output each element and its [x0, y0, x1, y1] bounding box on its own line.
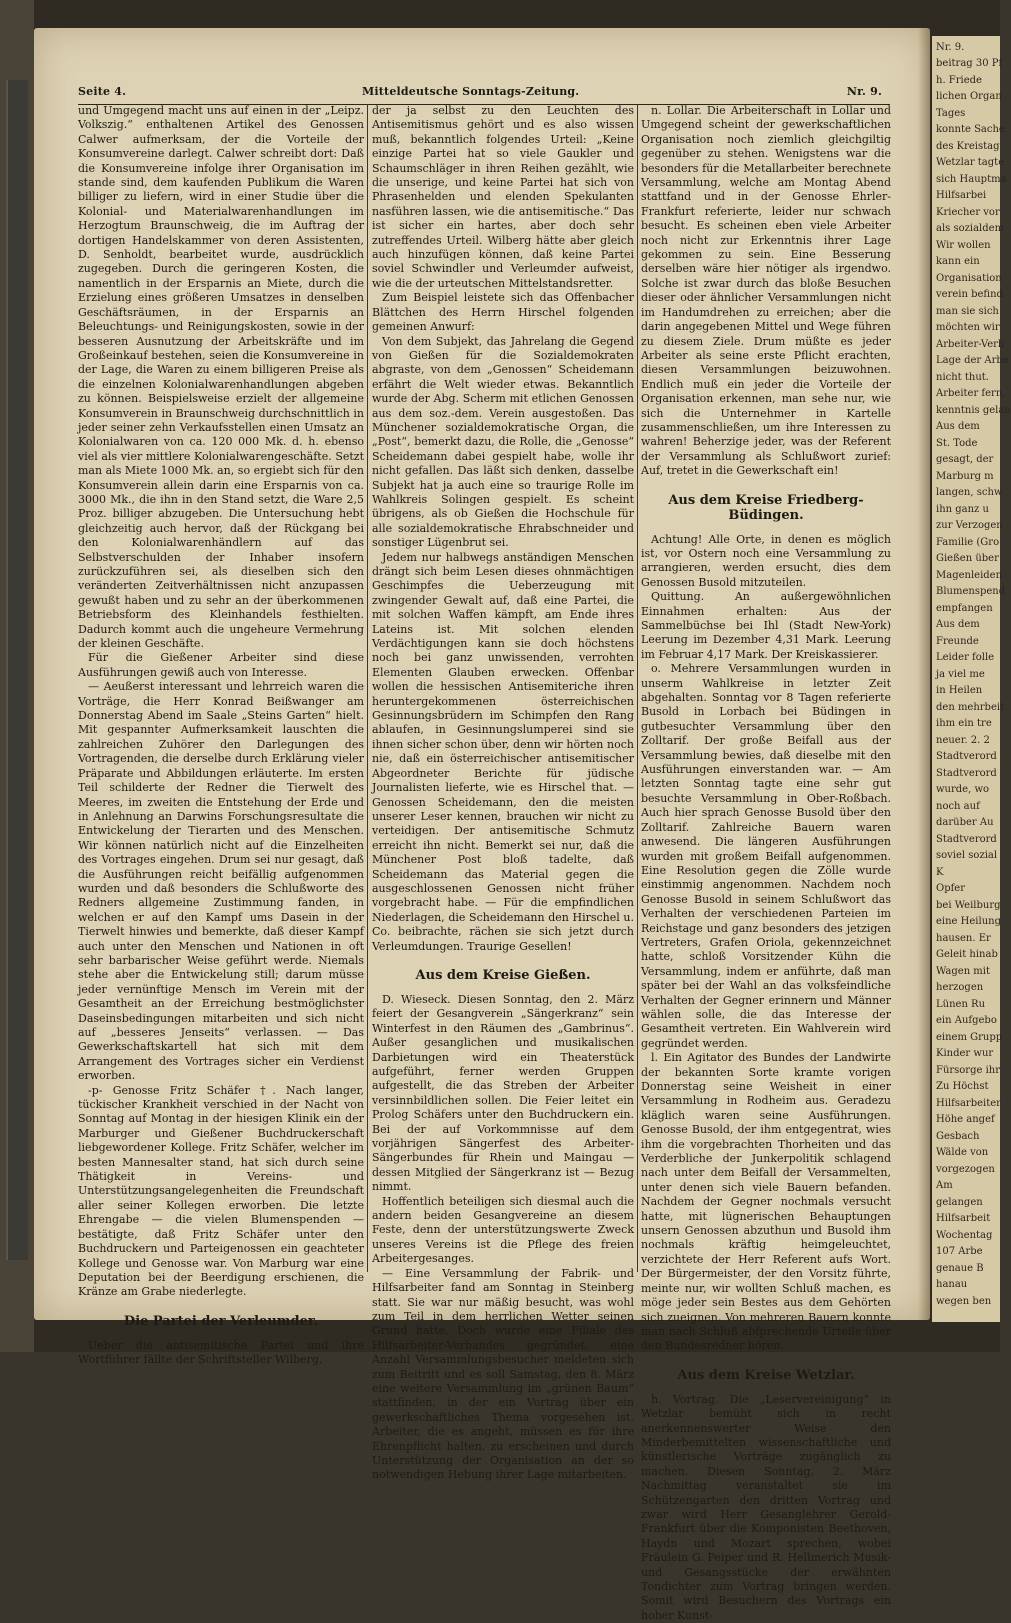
next-page-fragment: als sozialdem: [936, 223, 1005, 235]
article-paragraph: o. Mehrere Versammlungen wurden in unserm Wahlkreise in letzter Zeit abgehalten. Sonntag vor 8 Tagen referierte Busold in Lorbach bei Büdingen in gutbesuchter Versammlung über den Zolltarif. Der große Beifall aus der Versammlung bewies, daß dieselbe mit den Ausführungen einverstanden war. — Am letzten Sonntag tagte eine sehr gut besuchte Versammlung in Ober-Roßbach. Auch hier sprach Genosse Busold über den Zolltarif. Zahlreiche Bauern waren anwesend. Die längeren Ausführungen wurden mit großem Beifall aufgenommen. Eine Resolution gegen die Zölle wurde einstimmig angenommen. Nachdem noch Genosse Busold in seinem Schlußwort das Verhalten der verschiedenen Parteien im Reichstage und ganz besonders des jetzigen Vertreters, Grafen Oriola, gekennzeichnet hatte, schloß Vorsitzender Kühn die Versammlung, indem er anführte, daß man später bei der Wahl an das volksfeindliche Verhalten der Gegner erinnern und Männer wählen solle, die das Interesse der Gesamtheit vertreten. Ein Wahlverein wird gegründet werden.: [641, 662, 891, 1050]
next-page-fragment: gelangen: [936, 1196, 983, 1208]
next-page-fragment: Freunde: [936, 635, 979, 647]
section-heading: Aus dem Kreise Wetzlar.: [677, 1367, 855, 1383]
next-page-fragment: Wälde von: [936, 1147, 989, 1159]
next-page-fragment: Am: [936, 1180, 953, 1192]
next-page-fragment: Organisation: [936, 272, 1002, 284]
next-page-fragment: Gesbach: [936, 1130, 980, 1142]
next-page-fragment: ja viel me: [936, 668, 985, 680]
article-paragraph: D. Wieseck. Diesen Sonntag, den 2. März feiert der Gesangverein „Sängerkranz“ sein Winterfest in den Räumen des „Gambrinus“. Außer gesanglichen und musikalischen Darbietungen wird ein Theaterstück aufgeführt, ferner werden Gruppen aufgestellt, die das Streben der Arbeiter versinnbildlichen sollen. Die Feier leitet ein Prolog Schäfers unter den Buchdruckern ein. Bei der auf Vorkommnisse auf dem vorjährigen Sängerfest des Arbeiter-Sängerbundes für Rhein und Maingau — dessen Mitglied der Sängerkranz ist — Bezug nimmt.: [372, 992, 634, 1194]
column-rule: [367, 104, 368, 1272]
next-page-fragment: kenntnis gelan: [936, 404, 1011, 416]
article-paragraph: Zum Beispiel leistete sich das Offenbacher Blättchen des Herrn Hirschel folgenden gemeinen Anwurf:: [372, 291, 634, 334]
next-page-fragment: Wetzlar tagte: [936, 157, 1005, 169]
next-page-fragment: darüber Au: [936, 817, 994, 829]
next-page-fragment: bei Weilburg: [936, 899, 1001, 911]
article-paragraph: Hoffentlich beteiligen sich diesmal auch die andern beiden Gesangvereine an diesem Feste, denn der unterstützungswerte Zweck unseres Vereins ist die Pflege des freien Arbeitergesanges.: [372, 1194, 634, 1266]
next-page-fragment: hanau: [936, 1279, 968, 1290]
issue-number: Nr. 9.: [846, 85, 882, 98]
next-page-fragment: Nr. 9.: [936, 42, 965, 53]
article-paragraph: — Aeußerst interessant und lehrreich waren die Vorträge, die Herr Konrad Beißwanger am Donnerstag Abend im Saale „Steins Garten“ hielt. Mit gespannter Aufmerksamkeit lauschten die zahlreichen Zuhörer den Darlegungen des Vortragenden, die derselbe durch Erklärung vieler Präparate und Abbildungen erläuterte. Im ersten Teil schilderte der Redner die Tierwelt des Meeres, im zweiten die Entstehung der Erde und in Anlehnung an Darwins Forschungsresultate die Entwickelung der Tierarten und des Menschen. Wir können natürlich nicht auf die Einzelheiten des Vortrages eingehen. Drum sei nur gesagt, daß die Ausführungen reicht beifällig aufgenommen wurden und daß besonders die Schlußworte des Redners allgemeine Zustimmung fanden, in welchen er auf den Kampf ums Dasein in der Tierwelt hinwies und bemerkte, daß dieser Kampf auch unter den Menschen und Nationen in oft sehr barbarischer Weise geführt werde. Niemals stehe aber die Entwickelung still; darum müsse jeder vernünftige Mensch im Verein mit der Gesamtheit an der Erreichung bestmöglichster Daseinsbedingungen mitarbeiten und sich nicht auf „besseres Jenseits“ verlassen. — Das Gewerkschaftskartell hat sich mit dem Arrangement des Vortrages sicher ein Verdienst erworben.: [78, 680, 364, 1083]
article-paragraph: -p- Genosse Fritz Schäfer †. Nach langer, tückischer Krankheit verschied in der Nacht von Sonntag auf Montag in der hiesigen Klinik ein der Marburger und Gießener Buchdruckerschaft liebgewordener Kollege. Fritz Schäfer, welcher im besten Mannesalter stand, hat sich durch seine Thätigkeit in Vereins- und Unterstützungsangelegenheiten die Freundschaft aller seiner Kollegen erworben. Die letzte Ehrengabe — die vielen Blumenspenden — bestätigte, daß Fritz Schäfer unter den Buchdruckern und Parteigenossen ein geachteter Kollege und Genosse war. Von Marburg war eine Deputation bei der Beerdigung erschienen, die Kränze am Grabe niederlegte.: [78, 1083, 364, 1299]
next-page-fragment: nicht thut.: [936, 371, 989, 383]
article-paragraph: n. Lollar. Die Arbeiterschaft in Lollar und Umgegend scheint der gewerkschaftlichen Organisation noch ziemlich gleichgiltig gegenüber zu stehen. Wenigstens war die besonders für die Metallarbeiter berechnete Versammlung, welche am Montag Abend stattfand und in der Genosse Ehrler-Frankfurt referierte, leider nur schwach besucht. Es scheinen eben viele Arbeiter noch nicht zur Erkenntnis ihrer Lage gekommen zu sein. Eine Besserung derselben wäre hier nötiger als irgendwo. Solche ist zwar durch das bloße Besuchen dieser oder ähnlicher Versammlungen nicht im Handumdrehen zu erreichen; aber die darin angegebenen Mittel und Wege führen zu diesem Ziele. Drum müßte es jeder Arbeiter als seine erste Pflicht erachten, diesen Versammlungen beizuwohnen. Endlich muß ein jeder die Vorteile der Organisation erkennen, man sehe nur, wie sich die Unternehmer in Kartelle zusammenschließen, um ihre Interessen zu wahren! Beherzige jeder, was der Referent der Versammlung als Schlußwort zurief: Auf, tretet in die Gewerkschaft ein!: [641, 104, 891, 478]
page-number: Seite 4.: [78, 85, 127, 98]
next-page-fragment: Geleit hinab: [936, 949, 998, 961]
next-page-fragment: sich Hauptma: [936, 173, 1007, 185]
newspaper-title: Mitteldeutsche Sonntags-Zeitung.: [362, 85, 580, 98]
article-paragraph: Ueber die antisemitische Partei und ihre Wortführer fällte der Schriftsteller Wilberg,: [78, 1338, 364, 1367]
next-page-fragment: neuer. 2. 2: [936, 734, 990, 746]
book-binding: [0, 0, 34, 1352]
next-page-fragment: Arbeiter-Verb: [936, 338, 1005, 350]
article-paragraph: — Eine Versammlung der Fabrik- und Hilfsarbeiter fand am Sonntag in Steinberg statt. Sie war nur mäßig besucht, was wohl zum Teil in dem herrlichen Wetter seinen Grund hatte. Doch wurde eine Filiale des Hilfsarbeiter-Verbandes gegründet, eine Anzahl Versammlungsbesucher meldeten sich zum Beitritt und es soll Samstag, den 8. März eine weitere Versammlung im „grünen Baum“ stattfinden, in der ein Vortrag über ein gewerkschaftliches Thema vorgesehen ist. Arbeiter, die es angeht, müssen es für ihre Ehrenpflicht halten, zu erscheinen und durch Unterstützung der Organisation an der so notwendigen Hebung ihrer Lage mitarbeiten.: [372, 1266, 634, 1482]
next-page-fragment: ihn ganz u: [936, 503, 989, 515]
next-page-fragment: K: [936, 866, 944, 878]
page-header: [78, 84, 890, 105]
next-page-fragment: Tages: [936, 107, 966, 119]
next-page-fragment: herzogen: [936, 982, 984, 994]
next-page-fragment: Kinder wur: [936, 1048, 994, 1060]
column-2: [372, 104, 634, 1482]
next-page-fragment: möchten wir: [936, 322, 1000, 334]
next-page-fragment: hausen. Er: [936, 932, 991, 944]
next-page-fragment: zur Verzogen: [936, 520, 1003, 532]
next-page-fragment: beitrag 30 Pf: [936, 58, 1003, 70]
next-page-fragment: Blumenspend: [936, 586, 1006, 598]
next-page-fragment: gesagt, der: [936, 454, 994, 466]
section-heading: Aus dem Kreise Gießen.: [415, 967, 591, 983]
next-page-fragment: den mehrbeit: [936, 701, 1005, 713]
next-page-fragment: St. Tode: [936, 437, 978, 449]
article-paragraph: und Umgegend macht uns auf einen in der „Leipz. Volkszig.“ enthaltenen Artikel des Genossen Calwer aufmerksam, der die Vorteile der Konsumvereine darlegt. Calwer schreibt dort: Daß die Konsumvereine infolge ihrer Organisation im stande sind, dem kaufenden Publikum die Waren billiger zu liefern, wird in einer Studie über die Kolonial- und Materialwarenhandlungen im Herzogtum Braunschweig, die im Auftrag der dortigen Handelskammer von deren Assistenten, D. Senholdt, bearbeitet wurde, ausdrücklich zugegeben. Durch die geringeren Kosten, die namentlich in der Ersparnis an Miete, durch die Erzielung eines größeren Umsatzes in denselben Geschäftsräumen, in der Ersparnis an Beleuchtungs- und Reinigungskosten, sowie in der besseren Ausnutzung der Arbeitskräfte und im Großeinkauf bestehen, seien die Konsumvereine in der Lage, die Waren zu einem billigeren Preise als die einzelnen Kolonialwarenhandlungen abgeben zu können. Beispielsweise erzielt der allgemeine Konsumverein in Braunschweig durchschnittlich in jeder seiner zehn Verkaufsstellen einen Umsatz an Kolonialwaren von ca. 120 000 Mk. d. h. ebenso viel als vier mittlere Kolonialwarengeschäfte. Setzt man als Miete 1000 Mk. an, so ergiebt sich für den Konsumverein allein darin eine Ersparnis von ca. 3000 Mk., die ihn in den Stand setzt, die Ware 2,5 Proz. billiger abzugeben. Die Untersuchung hebt gleichzeitig auch hervor, daß der Rückgang bei den Kolonialwarenhändlern auf das Selbstverschulden der Inhaber insofern zurückzuführen sei, als dieselben sich den veränderten Zeitverhältnissen nicht anzupassen gewußt haben und zu sehr an der überkommenen Betriebsform des Kleinhandels festhielten. Dadurch kommt auch die ungeheure Vermehrung der kleinen Geschäfte.: [78, 104, 364, 651]
article-paragraph: h. Vortrag. Die „Leservereinigung“ in Wetzlar bemüht sich in recht anerkennenswerter Weise den Minderbemittelten wissenschaftliche und künstlerische Vorträge zugänglich zu machen. Diesen Sonntag, 2. März Nachmittag veranstaltet sie im Schützengarten den dritten Vortrag und zwar wird Herr Gesanglehrer Gerold-Frankfurt über die Komponisten Beethoven, Haydn und Mozart sprechen, wobei Fräulein G. Peiper und R. Hellmerich Musik- und Gesangsstücke der erwähnten Tondichter zum Vortrag bringen werden. Somit wird Besuchern des Vortrags ein hoher Kunst-: [641, 1392, 891, 1622]
notice-paragraph: Quittung. An außergewöhnlichen Einnahmen erhalten: Aus der Sammelbüchse bei Ihl (Stadt New-York) Leerung im Dezember 4,31 Mark. Leerung im Februar 4,17 Mark. Der Kreiskassierer.: [641, 590, 891, 661]
next-page-fragment: man sie sich: [936, 305, 999, 317]
next-page-fragment: empfangen: [936, 602, 993, 614]
column-rule: [637, 104, 638, 1272]
quoted-paragraph: Von dem Subjekt, das Jahrelang die Gegend von Gießen für die Sozialdemokraten abgraste, von dem „Genossen“ Scheidemann erfährt die Welt wieder etwas. Bekanntlich wurde der Abg. Scherm mit etlichen Genossen aus dem soz.-dem. Verein ausgestoßen. Das Münchener sozialdemokratische Organ, die „Post“, bemerkt dazu, die Rolle, die „Genosse“ Scheidemann dabei gespielt habe, wolle ihr nicht gefallen. Das läßt sich denken, dasselbe Subjekt hat ja auch eine so traurige Rolle im Wahlkreis Solingen gespielt. Es scheint übrigens, als ob Gießen die Hochschule für alle sozialdemokratische Ehrabschneider und sonstiger Lügenbrut sei.: [372, 334, 634, 550]
next-page-fragment: ein Aufgebo: [936, 1015, 997, 1027]
next-page-fragment: langen, schw: [936, 487, 1003, 499]
next-page-fragment: genaue B: [936, 1262, 984, 1274]
next-page-fragment: Fürsorge ihr: [936, 1064, 1001, 1076]
next-page-fragment: wurde, wo: [936, 784, 990, 796]
next-page-fragment: kann ein: [936, 256, 980, 268]
next-page-fragment: Höhe angef: [936, 1114, 995, 1126]
binding-spine: [6, 80, 28, 1260]
notice-paragraph: Achtung! Alle Orte, in denen es möglich ist, vor Ostern noch eine Versammlung zu arrangieren, werden ersucht, dies dem Genossen Busold mitzuteilen.: [641, 532, 891, 589]
article-paragraph: der ja selbst zu den Leuchten des Antisemitismus gehört und es also wissen muß, bekanntlich folgendes Urteil: „Keine einzige Partei hat so viele Gaukler und Schaumschläger in ihren Reihen gezählt, wie die unserige, und keine Partei hat sich von Phrasenhelden und elenden Spekulanten nasführen lassen, wie die antisemitische.“ Das ist sicher ein hartes, aber doch sehr zutreffendes Urteil. Wilberg hätte aber gleich auch hinzufügen können, daß keine Partei soviel Schwindler und Verleumder aufweist, wie die der urteutschen Mittelstandsretter.: [372, 104, 634, 290]
next-page-fragment: Wochentag: [936, 1229, 993, 1241]
article-paragraph: Für die Gießener Arbeiter sind diese Ausführungen gewiß auch von Interesse.: [78, 651, 364, 679]
next-page-fragment: konnte Sache: [936, 124, 1005, 136]
next-page-fragment: Gießen über: [936, 553, 999, 565]
next-page-fragment: lichen Organ: [936, 91, 1002, 103]
next-page-fragment: Familie (Gro: [936, 536, 1000, 548]
next-page-fragment: noch auf: [936, 800, 980, 812]
next-page-fragment: Opfer: [936, 883, 965, 895]
next-page-fragment: Magenleiden: [936, 569, 1003, 581]
next-page-fragment: Stadtverord: [936, 767, 997, 779]
next-page-fragment: Aus dem: [936, 421, 980, 433]
article-paragraph: Jedem nur halbwegs anständigen Menschen drängt sich beim Lesen dieses ohnmächtigen Geschimpfes die Ueberzeugung mit zwingender Gewalt auf, daß eine Partei, die mit solchen Waffen kämpft, am Ende ihres Lateins ist. Mit solchen elenden Verdächtigungen kann sie doch höchstens noch bei ganz unwissenden, verrohten Elementen Glauben erwecken. Offenbar wollen die hessischen Antisemiteriche ihren heruntergekommenen österreichischen Gesinnungsbrüdern im Schimpfen den Rang ablaufen, in Gesinnungslumperei sind sie ihnen sicher schon über, denn wir hörten noch nie, daß ein österreichischer antisemitischer Abgeordneter Berichte für jüdische Journalisten lieferte, wie es Hirschel that. — Genossen Scheidemann, den die meisten unserer Leser kennen, brauchen wir nicht zu verteidigen. Der antisemitische Schmutz erreicht ihn nicht. Bemerkt sei nur, daß die Münchener Post bloß tadelte, daß Scheidemann das Material gegen die ausgeschlossenen Genossen nicht früher vorgebracht habe. — Für die empfindlichen Niederlagen, die Scheidemann den Hirschel u. Co. beibrachte, rächen sie sich jetzt durch Verleumdungen. Traurige Gesellen!: [372, 550, 634, 953]
next-page-fragment: des Kreistag: [936, 140, 1000, 152]
next-page-fragment: eine Heilung: [936, 916, 1001, 928]
next-page-fragment: Lünen Ru: [936, 998, 986, 1010]
next-page-fragment: in Heilen: [936, 685, 983, 697]
next-page-fragment: einem Grupp: [936, 1031, 1003, 1043]
next-page-fragment: Wir wollen: [936, 239, 991, 251]
next-page-fragment: Hilfsarbei: [936, 190, 987, 202]
next-page-fragment: Marburg m: [936, 470, 994, 482]
column-1: [78, 104, 364, 1367]
section-heading: Die Partei der Verleumder.: [123, 1313, 319, 1329]
next-page-fragment: vorgezogen: [936, 1163, 995, 1175]
next-page-edge: [932, 36, 1011, 1322]
next-page-fragment: Hilfsarbeiter: [936, 1097, 1001, 1109]
next-page-fragment: verein befind: [936, 289, 1003, 301]
next-page-fragment: h. Friede: [936, 74, 982, 86]
next-page-fragment: Wagen mit: [936, 965, 991, 977]
next-page-fragment: Stadtverord: [936, 833, 997, 845]
next-page-fragment: 107 Arbe: [936, 1246, 983, 1258]
next-page-fragment: Leider folle: [936, 652, 995, 664]
next-page-fragment: Zu Höchst: [936, 1081, 989, 1093]
gutter-shadow: [918, 28, 930, 1320]
section-heading: Aus dem Kreise Friedberg-Büdingen.: [668, 492, 864, 523]
next-page-fragment: Aus dem: [936, 619, 980, 631]
column-3: [641, 104, 891, 1622]
article-paragraph: l. Ein Agitator des Bundes der Landwirte der bekannten Sorte kramte vorigen Donnerstag seine Weisheit in einer Versammlung in Rodheim aus. Geradezu kläglich waren seine Ausführungen. Genosse Busold, der ihm entgegentrat, wies ihm die vorgebrachten Thorheiten und das Verderbliche der Junkerpolitik schlagend nach unter dem Beifall der Versammelten, unter denen sich viele Bauern befanden. Nachdem der Gegner nochmals versucht hatte, mit lügnerischen Behauptungen unsern Genossen abzuthun und Busold ihm nochmals kräftig heimgeleuchtet, verzichtete der Herr Referent aufs Wort. Der Bürgermeister, der den Vorsitz führte, meinte nur, wir wollten Schluß machen, es möge jeder sein Bestes aus dem Gehörten sich zueignen. Von mehreren Bauern konnte man nach Schluß abfprechende Urteile über den Bundesredner hören.: [641, 1051, 891, 1353]
next-page-fragment: ihm ein tre: [936, 718, 992, 730]
next-page-fragment: Arbeiter fern,: [936, 388, 1006, 400]
next-page-fragment: wegen ben: [936, 1295, 992, 1307]
next-page-fragment: Lage der Arbe: [936, 355, 1009, 367]
next-page-fragment: soviel sozial: [936, 850, 998, 862]
next-page-fragment: Stadtverord: [936, 751, 997, 763]
next-page-fragment: Hilfsarbeit: [936, 1213, 991, 1225]
next-page-fragment: Kriecher vor: [936, 206, 1000, 218]
